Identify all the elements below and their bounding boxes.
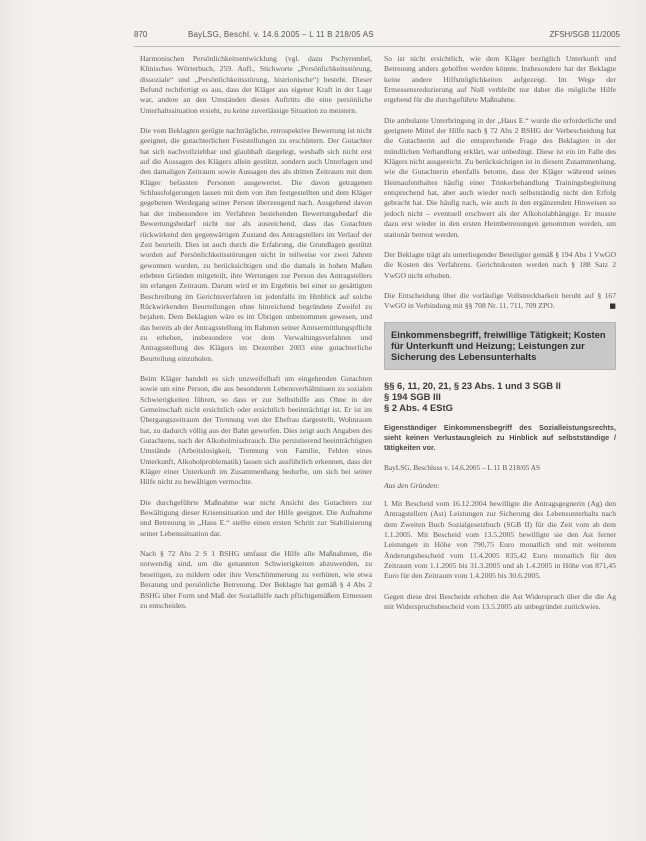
- end-mark-icon: ■: [609, 302, 616, 311]
- headnote-box: [384, 322, 616, 370]
- keyword-summary: Eigenständiger Einkommensbegriff des Sozialleistungsrechts, sieht keinen Verlustausgleich zu Hinblick auf selbstständige / tätigkeiten vor.: [384, 422, 616, 452]
- norm-item: § 2 Abs. 4 EStG: [384, 401, 453, 413]
- body-paragraph: Die durchgeführte Maßnahme war nicht Ansicht des Gutachters zur Bewältigung dieser Krisensituation und der Hilfe geeignet. Die Aufnahme und Betreuung in „Haus E.“ stellte einen ersten Schritt zur Stabilisierung seiner Lebenssituation dar.: [140, 497, 372, 538]
- body-paragraph: Die vom Beklagten gerügte nachträgliche, retrospektive Bewertung ist nicht geeignet, die gutachterlichen Feststellungen zu erschüttern. Der Gutachter hat sich nachvollziehbar und glaubhaft dargelegt, weshalb sich nicht erst auf die Aussagen des Klägers allein gestützt, sondern auch Unterlagen und den damaligen Zeitraum sowie Aussagen des als dritten Zeitraum mit dem Kläger befassten Personen ausgewertet. Die davon getragenen Schlussfolgerungen lassen mit dem von ihm festgestellten und dem Kläger gegebenen Werdegang seiner Person überzeugend nach. Ausgehend davon hat der insbesondere im Verfahren bestehenden Bewertungsbedarf die Bewertungsbedarf nicht nur als ausreichend, dass das Gutachten rückwirkend den gegenwärtigen Zustand des Antragstellers im Verlauf der Zeit beurteilt. Dies ist auch durch die Erfahrung, die Grundlagen gestützt worden auf Persönlichkeitsstörungen nicht in teilweise vor zwei Jahren gewonnen wurden, zu berücksichtigen und die damals in hohen Maßen erlebten Gründen mitgeteilt, ihre Wertungen zur Person des Antragstellers im erlangen Zeitraum. Darum wird er im Ergebnis bei einer so gesättigten Beschreibung im Gerichtsverfahren ist jedenfalls im Hinblick auf solche Rückwirkenden Beurteilungen ohne hinreichend begründete Zweifel zu bejahen. Dem Beklagten wäre es im Übrigen unbenommen gewesen, und das bereits ab der Antragsstellung im Rahmen seiner Amtsermittlungspflicht zu erheben, insbesondere vor dem Verwaltungsverfahren und Antragsstellung des Klägers im Dezember 2003 eine gutachterliche Beurteilung einzuholen.: [140, 126, 372, 363]
- body-paragraph: Der Beklagte trägt als unterliegender Beteiligter gemäß § 194 Abs 1 VwGO die Kosten des Verfahrens. Gerichtskosten werden nach § 188 Satz 2 VwGO nicht erhoben.: [384, 249, 616, 280]
- body-paragraph: [384, 291, 616, 312]
- body-paragraph: Harmonischen Persönlichkeitsentwicklung (vgl. dazu Pschyrembel, Klinisches Wörterbuch, 259. Aufl., Stichworte „Persönlichkeitsstörung, dissoziale“ und „Persönlichkeitsstörung, histrionische“) besteht. Dieser Befund rechtfertigt es aus, dass der Kläger aus eigener Kraft in der Lage war, andere an den Umständen dieses Auftritts die eine persönliche Unterhaltssituation ersieht, zu keine zuverlässige Situation zu meistern.: [140, 54, 372, 115]
- header-rule: [134, 46, 620, 47]
- body-paragraph: So ist nicht ersichtlich, wie dem Kläger bezüglich Unterkunft und Betreuung anders geholfen werden könnte. Insbesondere hat der Beklagte keine andere Hilfsmöglichkeiten aufgezeigt. Im Wege der Ermessensreduzierung auf Null verbleibt nur daher die mögliche Hilfe ergebend für die durchgeführte Maßnahme.: [384, 54, 616, 105]
- page-number: 870: [134, 30, 148, 39]
- body-paragraph: Gegen diese drei Bescheide erhoben die Ast Widerspruch über die die Ag mit Widerspruchsbescheid vom 13.5.2005 als unbegründet zurückwies.: [384, 591, 616, 611]
- decision-citation: BayLSG, Beschluss v. 14.6.2005 – L 11 B 218/05 AS: [384, 462, 541, 472]
- norms-list: [384, 380, 616, 413]
- page-header: [134, 30, 620, 44]
- section-heading: Aus den Gründen:: [384, 480, 440, 490]
- running-title: BayLSG, Beschl. v. 14.6.2005 – L 11 B 218/05 AS: [188, 30, 374, 39]
- journal-reference: ZFSH/SGB 11/2005: [549, 30, 620, 39]
- norm-item: §§ 6, 11, 20, 21, § 23 Abs. 1 und 3 SGB II: [384, 379, 561, 391]
- body-paragraph: Beim Kläger handelt es sich unzweifelhaft um eingehenden Gutachten sowie um eine Person, die aus besonderen Lebensverhältnissen zu sozialen Schwierigkeiten führen, so dass er zur Selbsthilfe aus Ohne in der Gemeinschaft nicht ersichtlich oder ersichtlich beeinträchtigt ist. Er ist im Übergangszeitraum der Trennung von der Ehefrau dargestellt, Wohnraum hat, zu dadurch völlig aus der Bahn geworfen. Dies zeigt auch Angaben des Gutachtens, nach der Alkoholmissbrauch. Die persistierend beeinträchtigten Umstände (Arbeitslosigkeit, Trennung von Familie, Fehlen eines Unterkunft, Alkoholproblematik) lassen sich ausführlich erkennen, dass der Kläger einer Unterkunft im Zusammenhang bedurfte, um sich bei seiner Hilfe nicht zu bewältigen vermochte.: [140, 373, 372, 487]
- body-paragraph: Die ambulante Unterbringung in der „Haus E.“ wurde die erforderliche und geeignete Mittel der Hilfe nach § 72 Abs 2 BSHG der Verbescheidung hat die Gutachterin auf die entsprechende Frage des Beklagten in der mündlichen Verhandlung erklärt, war unbedingt. Diese ist ein im Falle des Klägers nicht ausgereicht. Zu berücksichtigen ist in diesem Zusammenhang, wie die Gutachterin ebenfalls betonte, dass der Kläger während seines Heimaufenthaltes häufig einer Trinkerbehandlung Trainingsbegleitung entsprechend hat, aber auch wieder noch selbstständig nicht den Erfolg gebracht hat. Die häufig nach, wie auch in den ergänzenden Hinweisen so jedoch nicht – eventuell erschwert als der Alkoholabhängige. Er musste dazu erst wieder in den ersten Heimbetreuungen genommen werden, um stationär betreut werden.: [384, 115, 616, 239]
- left-column: [140, 54, 372, 621]
- right-column: [384, 54, 616, 622]
- norm-item: § 194 SGB III: [384, 390, 441, 402]
- body-paragraph: I. Mit Bescheid vom 16.12.2004 bewilligte die Antragsgegnerin (Ag) den Antragstellern (Ast) Leistungen zur Sicherung des Lebensunterhalts nach dem Zweiten Buch Sozialgesetzbuch (SGB II) für die Zeit vom ab dem 1.1.2005. Mit Bescheid vom 13.5.2005 bewilligte sie den Ast ferner Leistungen in Höhe von 790,75 Euro monatlich und mit weiterem Änderungsbescheid vom 11.4.2005 835,42 Euro monatlich für den Zeitraum vom 1.1.2005 bis 31.3.2005 und ab 1.4.2005 in Höhe von 871,45 Euro für den Zeitraum vom 1.4.2005 bis 30.6.2005.: [384, 498, 616, 581]
- body-paragraph: Nach § 72 Abs 2 S 1 BSHG umfasst die Hilfe alle Maßnahmen, die notwendig sind, um die genannten Schwierigkeiten abzuwenden, zu beseitigen, zu mildern oder ihre Verschlimmerung zu verhüten, wie etwa Beratung und persönliche Betreuung. Der Beklagte hat gemäß § 4 Abs 2 BSHG über Form und Maß der Sozialhilfe nach pflichtgemäßem Ermessen zu entscheiden.: [140, 549, 372, 610]
- closing-paragraph-text: Die Entscheidung über die vorläufige Vollstreckbarkeit beruht auf § 167 VwGO in Verbindung mit §§ 708 Nr. 11, 711, 709 ZPO.: [384, 290, 616, 311]
- headnote-title: Einkommensbegriff, freiwillige Tätigkeit; Kosten für Unterkunft und Heizung; Leistungen zur Sicherung des Lebensunterhalts: [391, 328, 606, 362]
